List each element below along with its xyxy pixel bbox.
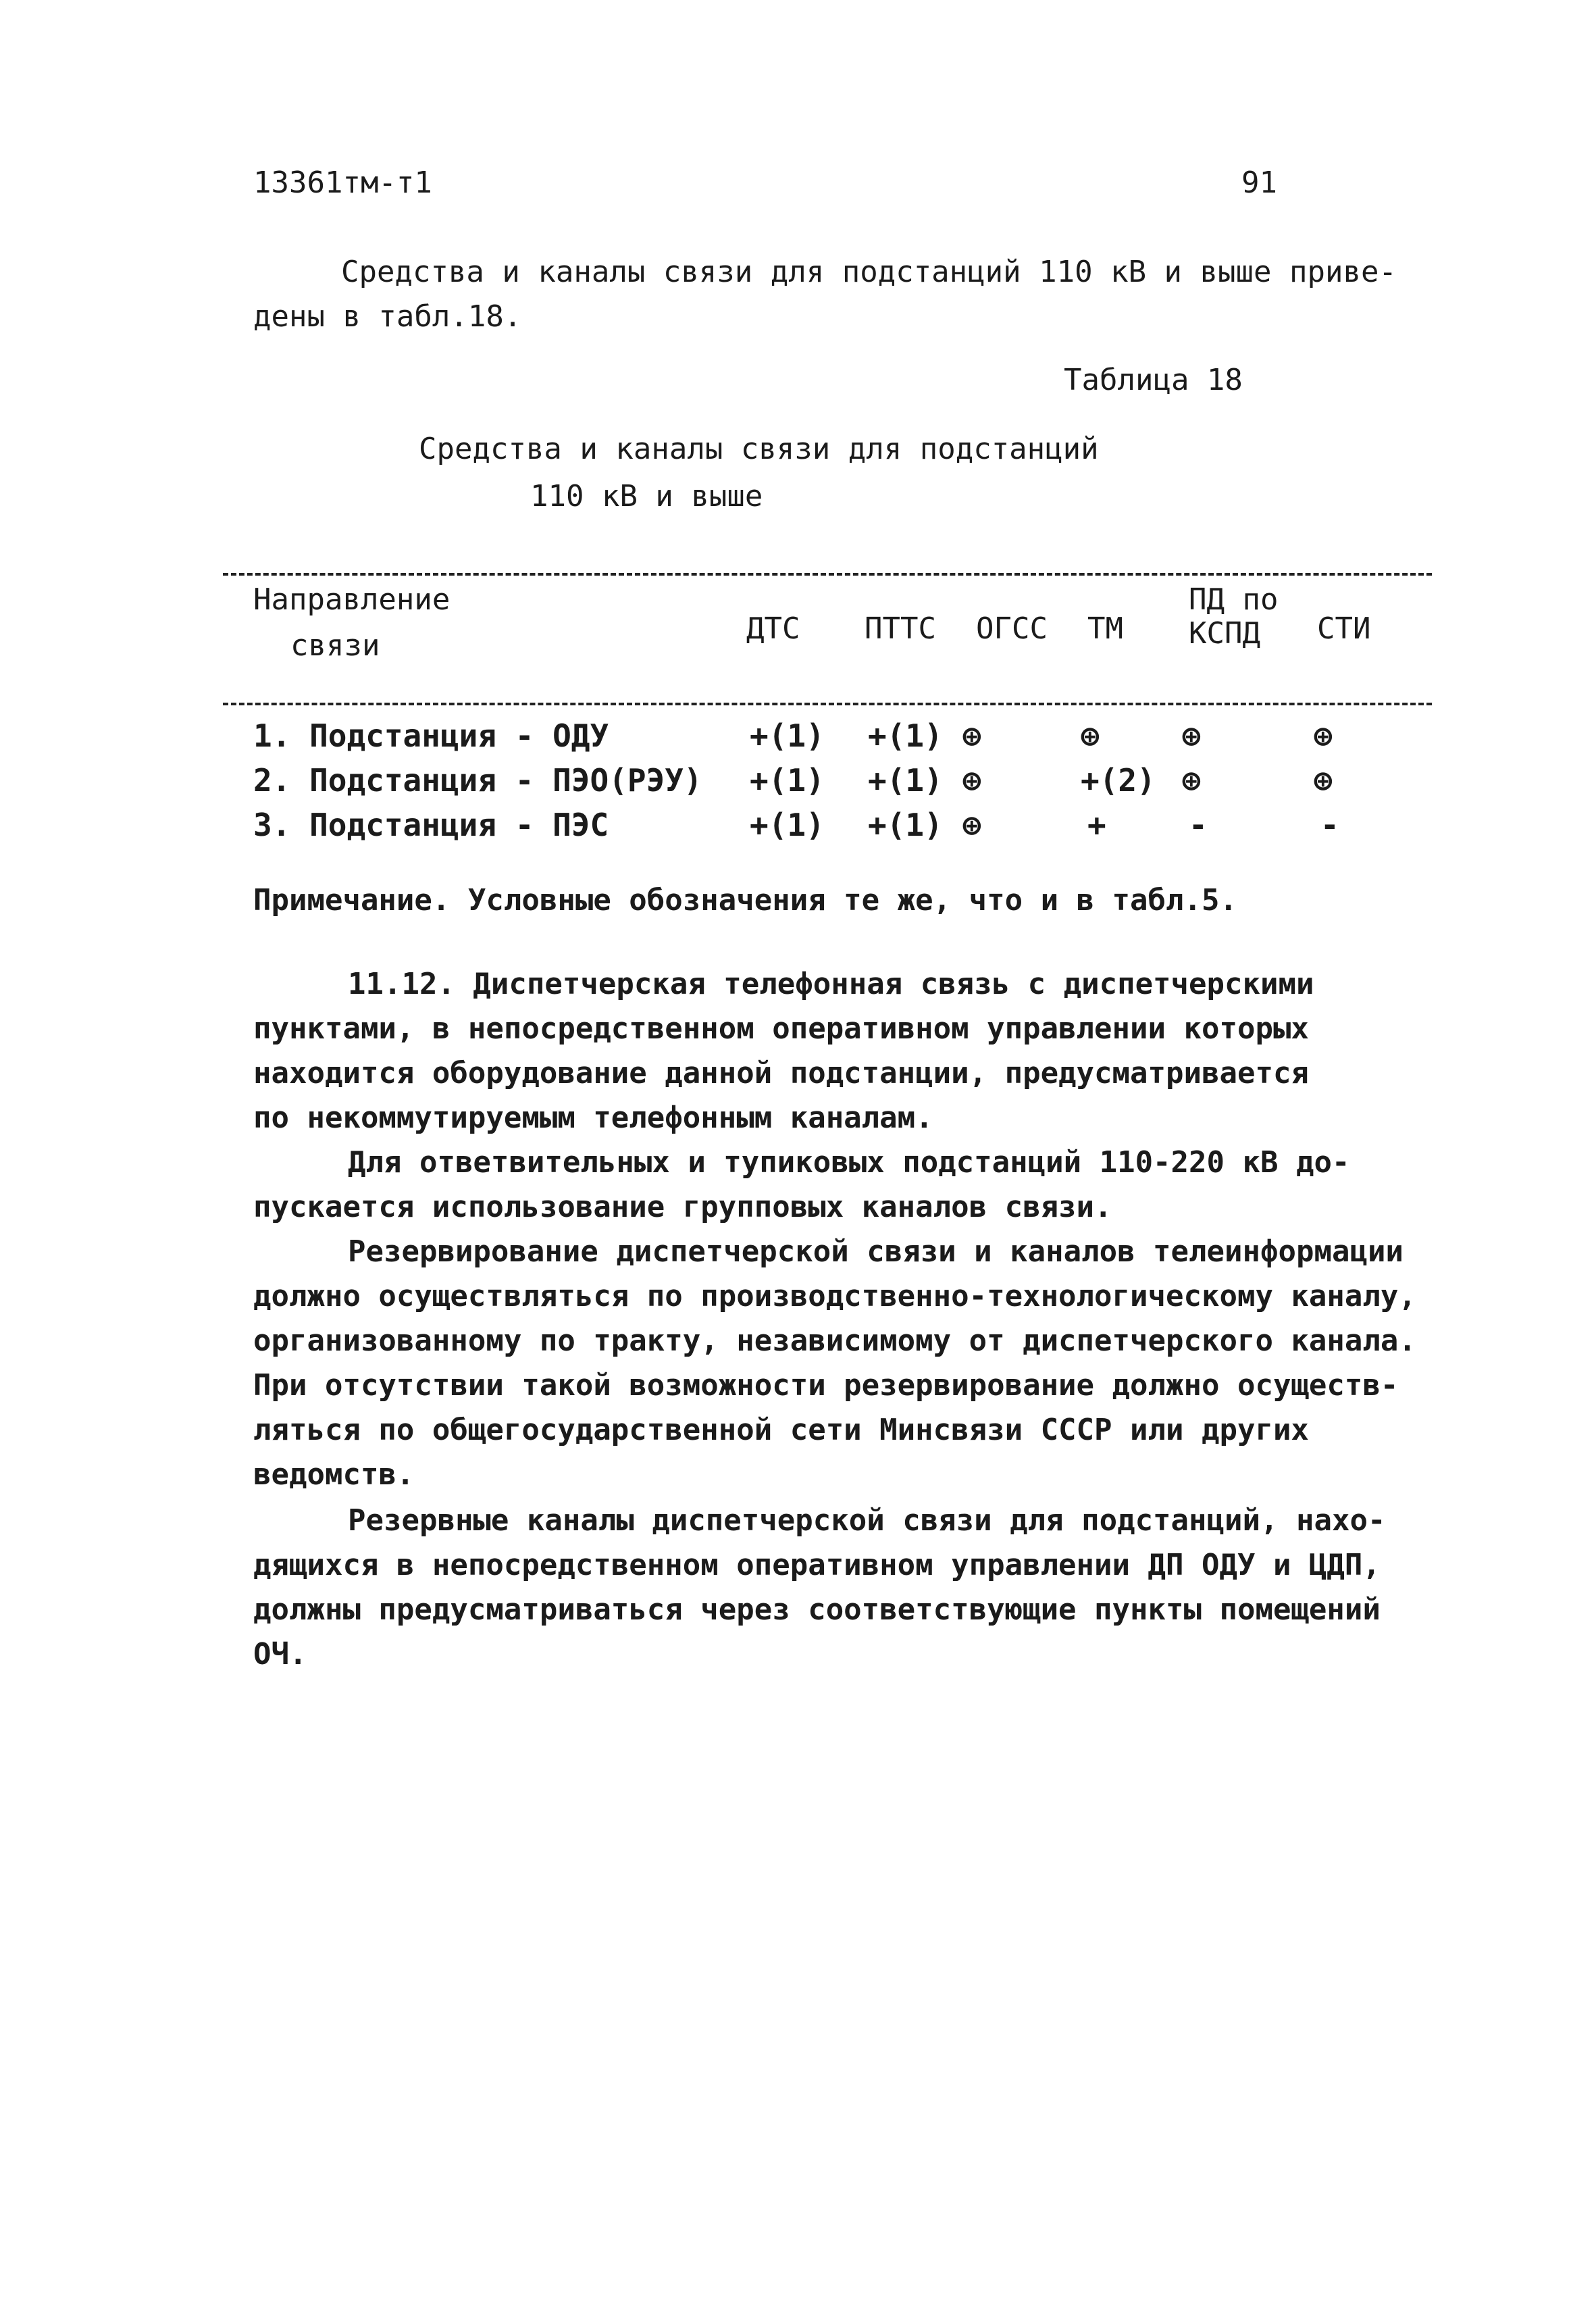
row-2-pd: ⊕ (1182, 762, 1201, 799)
paragraph-3-line-1: Резервирование диспетчерской связи и каналов телеинформации (348, 1234, 1404, 1269)
paragraph-3-line-4: При отсутствии такой возможности резервирование должно осуществ- (253, 1368, 1399, 1403)
table-label: Таблица 18 (1064, 363, 1243, 397)
section-11-12 (253, 962, 1435, 1140)
row-2-ptts: +(1) (868, 762, 943, 799)
paragraph-4-line-2: дящихся в непосредственном оперативном управлении ДП ОДУ и ЦДП, (253, 1548, 1381, 1582)
row-3-dts: +(1) (750, 807, 825, 843)
document-code: 13361тм-т1 (253, 166, 432, 200)
header-pd-line-1: ПД по (1189, 582, 1279, 617)
row-1-pd: ⊕ (1182, 718, 1201, 754)
section-11-12-line-2: пунктами, в непосредственном оперативном управлении которых (253, 1011, 1309, 1046)
header-dts: ДТС (746, 611, 800, 646)
row-1-sti: ⊕ (1314, 718, 1333, 754)
row-1-tm: ⊕ (1081, 718, 1100, 754)
page-number: 91 (1241, 166, 1277, 200)
table-title-line-1: Средства и каналы связи для подстанций (419, 432, 1099, 466)
row-2-direction: 2. Подстанция - ПЭО(РЭУ) (253, 762, 702, 799)
row-3-ogss: ⊕ (962, 807, 981, 843)
row-3-tm: + (1087, 807, 1106, 843)
paragraph-3-line-2: должно осуществляться по производственно-технологическому каналу, (253, 1279, 1416, 1313)
row-1-ogss: ⊕ (962, 718, 981, 754)
row-1-direction: 1. Подстанция - ОДУ (253, 718, 609, 754)
paragraph-4-line-4: ОЧ. (253, 1637, 307, 1671)
section-11-12-line-1: 11.12. Диспетчерская телефонная связь с диспетчерскими (348, 967, 1314, 1001)
header-tm: ТМ (1087, 611, 1123, 646)
row-2-tm: +(2) (1081, 762, 1156, 799)
intro-line-2: дены в табл.18. (253, 299, 522, 334)
table-top-rule (223, 573, 1432, 576)
header-ptts: ПТТС (865, 611, 936, 646)
row-2-dts: +(1) (750, 762, 825, 799)
section-11-12-line-4: по некоммутируемым телефонным каналам. (253, 1101, 933, 1135)
paragraph-4 (253, 1499, 1435, 1677)
row-3-direction: 3. Подстанция - ПЭС (253, 807, 609, 843)
paragraph-4-line-1: Резервные каналы диспетчерской связи для подстанций, нахо- (348, 1503, 1386, 1538)
header-pd-line-2: КСПД (1189, 616, 1260, 651)
row-1-dts: +(1) (750, 718, 825, 754)
table-header-rule (223, 703, 1432, 705)
paragraph-2 (253, 1140, 1435, 1230)
paragraph-2-line-1: Для ответвительных и тупиковых подстанций 110-220 кВ до- (348, 1145, 1350, 1180)
paragraph-2-line-2: пускается использование групповых каналов связи. (253, 1190, 1112, 1224)
row-3-pd: - (1189, 807, 1208, 843)
paragraph-3-line-5: ляться по общегосударственной сети Минсвязи СССР или других (253, 1413, 1309, 1447)
row-2-sti: ⊕ (1314, 762, 1333, 799)
row-3-sti: - (1320, 807, 1339, 843)
header-sti: СТИ (1317, 611, 1371, 646)
table-title-line-2: 110 кВ и выше (530, 479, 763, 513)
header-ogss: ОГСС (976, 611, 1048, 646)
section-11-12-line-3: находится оборудование данной подстанции, предусматривается (253, 1056, 1309, 1090)
header-direction-line-2: связи (290, 628, 380, 663)
table-note: Примечание. Условные обозначения те же, что и в табл.5. (253, 883, 1237, 917)
paragraph-3 (253, 1230, 1435, 1497)
header-direction-line-1: Направление (253, 582, 451, 617)
paragraph-3-line-3: организованному по тракту, независимому от диспетчерского канала. (253, 1324, 1416, 1358)
paragraph-3-line-6: ведомств. (253, 1457, 415, 1492)
row-3-ptts: +(1) (868, 807, 943, 843)
row-1-ptts: +(1) (868, 718, 943, 754)
row-2-ogss: ⊕ (962, 762, 981, 799)
paragraph-4-line-3: должны предусматриваться через соответствующие пункты помещений (253, 1592, 1381, 1627)
intro-line-1: Средства и каналы связи для подстанций 110 кВ и выше приве- (341, 255, 1397, 289)
